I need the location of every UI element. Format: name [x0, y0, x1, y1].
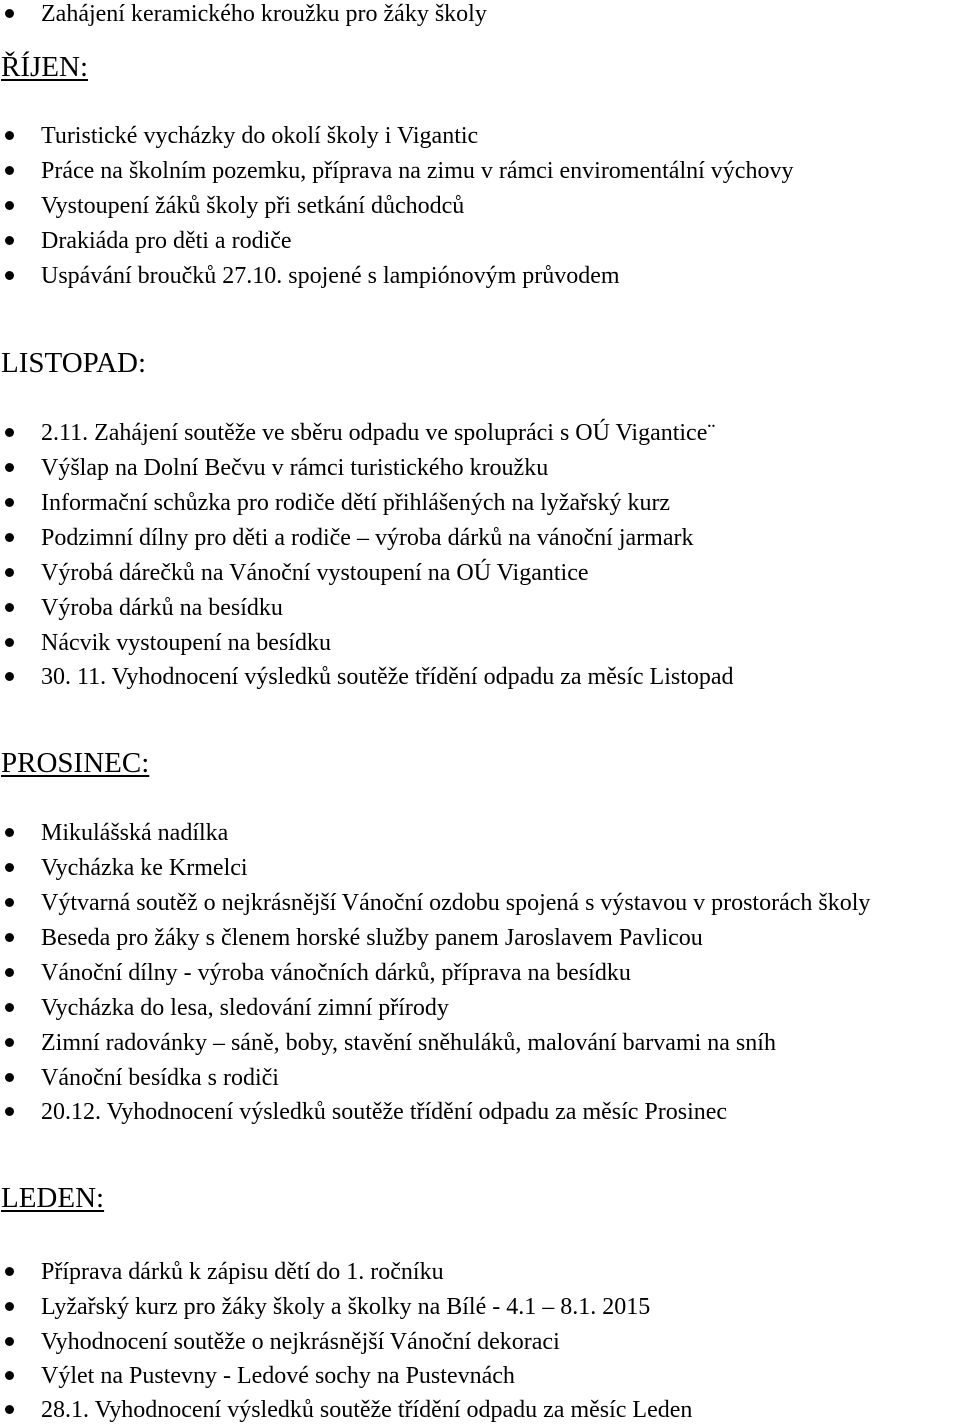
- list-item-text: Výroba dárků na besídku: [41, 595, 283, 621]
- bullet-icon: [5, 1073, 14, 1082]
- list-item-text: 28.1. Vyhodnocení výsledků soutěže třídění odpadu za měsíc Leden: [41, 1397, 693, 1423]
- bullet-icon: [5, 1405, 14, 1414]
- bullet-icon: [5, 1302, 14, 1311]
- list-item-text: Výtvarná soutěž o nejkrásnější Vánoční ozdobu spojená s výstavou v prostorách školy: [41, 890, 871, 916]
- list-item-text: Výrobá dárečků na Vánoční vystoupení na OÚ Vigantice: [41, 560, 589, 586]
- bullet-icon: [5, 863, 14, 872]
- list-item-text: Výlet na Pustevny - Ledové sochy na Pustevnách: [41, 1363, 515, 1389]
- list-item-text: Vycházka do lesa, sledování zimní přírody: [41, 995, 449, 1021]
- list-item-text: Příprava dárků k zápisu dětí do 1. ročníku: [41, 1259, 444, 1285]
- section-heading-leden: LEDEN:: [1, 1182, 105, 1214]
- bullet-icon: [5, 828, 14, 837]
- bullet-icon: [5, 1337, 14, 1346]
- list-item-text: 2.11. Zahájení soutěže ve sběru odpadu ve spolupráci s OÚ Vigantice¨: [41, 420, 716, 446]
- bullet-icon: [5, 968, 14, 977]
- list-item-text: Drakiáda pro děti a rodiče: [41, 228, 292, 254]
- bullet-icon: [5, 1371, 14, 1380]
- bullet-icon: [5, 236, 14, 245]
- bullet-icon: [5, 533, 14, 542]
- list-item-text: Lyžařský kurz pro žáky školy a školky na Bílé - 4.1 – 8.1. 2015: [41, 1294, 651, 1320]
- list-item-text: Mikulášská nadílka: [41, 820, 229, 846]
- list-item-text: Zimní radovánky – sáně, boby, stavění sněhuláků, malování barvami na sníh: [41, 1030, 776, 1056]
- bullet-icon: [5, 9, 14, 18]
- list-item-text: Nácvik vystoupení na besídku: [41, 630, 331, 656]
- list-item-text: Práce na školním pozemku, příprava na zimu v rámci enviromentální výchovy: [41, 158, 794, 184]
- bullet-icon: [5, 603, 14, 612]
- list-item-text: Podzimní dílny pro děti a rodiče – výroba dárků na vánoční jarmark: [41, 525, 694, 551]
- list-item-text: Turistické vycházky do okolí školy i Vigantic: [41, 123, 479, 149]
- bullet-icon: [5, 1107, 14, 1116]
- list-item-text: Beseda pro žáky s členem horské služby panem Jaroslavem Pavlicou: [41, 925, 703, 951]
- bullet-icon: [5, 463, 14, 472]
- bullet-icon: [5, 1003, 14, 1012]
- bullet-icon: [5, 1267, 14, 1276]
- list-item-text: Vystoupení žáků školy při setkání důchodců: [41, 193, 465, 219]
- bullet-icon: [5, 568, 14, 577]
- list-item-text: 30. 11. Vyhodnocení výsledků soutěže třídění odpadu za měsíc Listopad: [41, 664, 734, 690]
- bullet-icon: [5, 271, 14, 280]
- bullet-icon: [5, 131, 14, 140]
- section-heading-prosinec: PROSINEC:: [1, 747, 150, 779]
- list-item-text: Vyhodnocení soutěže o nejkrásnější Vánoční dekoraci: [41, 1329, 560, 1355]
- bullet-icon: [5, 201, 14, 210]
- list-item-text: Vánoční besídka s rodiči: [41, 1065, 279, 1091]
- bullet-icon: [5, 898, 14, 907]
- section-heading-listopad: LISTOPAD:: [1, 347, 147, 379]
- bullet-icon: [5, 166, 14, 175]
- bullet-icon: [5, 638, 14, 647]
- list-item-text: Vánoční dílny - výroba vánočních dárků, příprava na besídku: [41, 960, 631, 986]
- bullet-icon: [5, 498, 14, 507]
- list-item-text: 20.12. Vyhodnocení výsledků soutěže třídění odpadu za měsíc Prosinec: [41, 1099, 728, 1125]
- list-item-text: Vycházka ke Krmelci: [41, 855, 248, 881]
- list-item-text: Zahájení keramického kroužku pro žáky školy: [41, 1, 487, 27]
- bullet-icon: [5, 933, 14, 942]
- bullet-icon: [5, 672, 14, 681]
- list-item-text: Výšlap na Dolní Bečvu v rámci turistického kroužku: [41, 455, 549, 481]
- bullet-icon: [5, 1038, 14, 1047]
- bullet-icon: [5, 428, 14, 437]
- list-item-text: Informační schůzka pro rodiče dětí přihlášených na lyžařský kurz: [41, 490, 671, 516]
- list-item-text: Uspávání broučků 27.10. spojené s lampiónovým průvodem: [41, 263, 620, 289]
- section-heading-rijen: ŘÍJEN:: [1, 51, 88, 83]
